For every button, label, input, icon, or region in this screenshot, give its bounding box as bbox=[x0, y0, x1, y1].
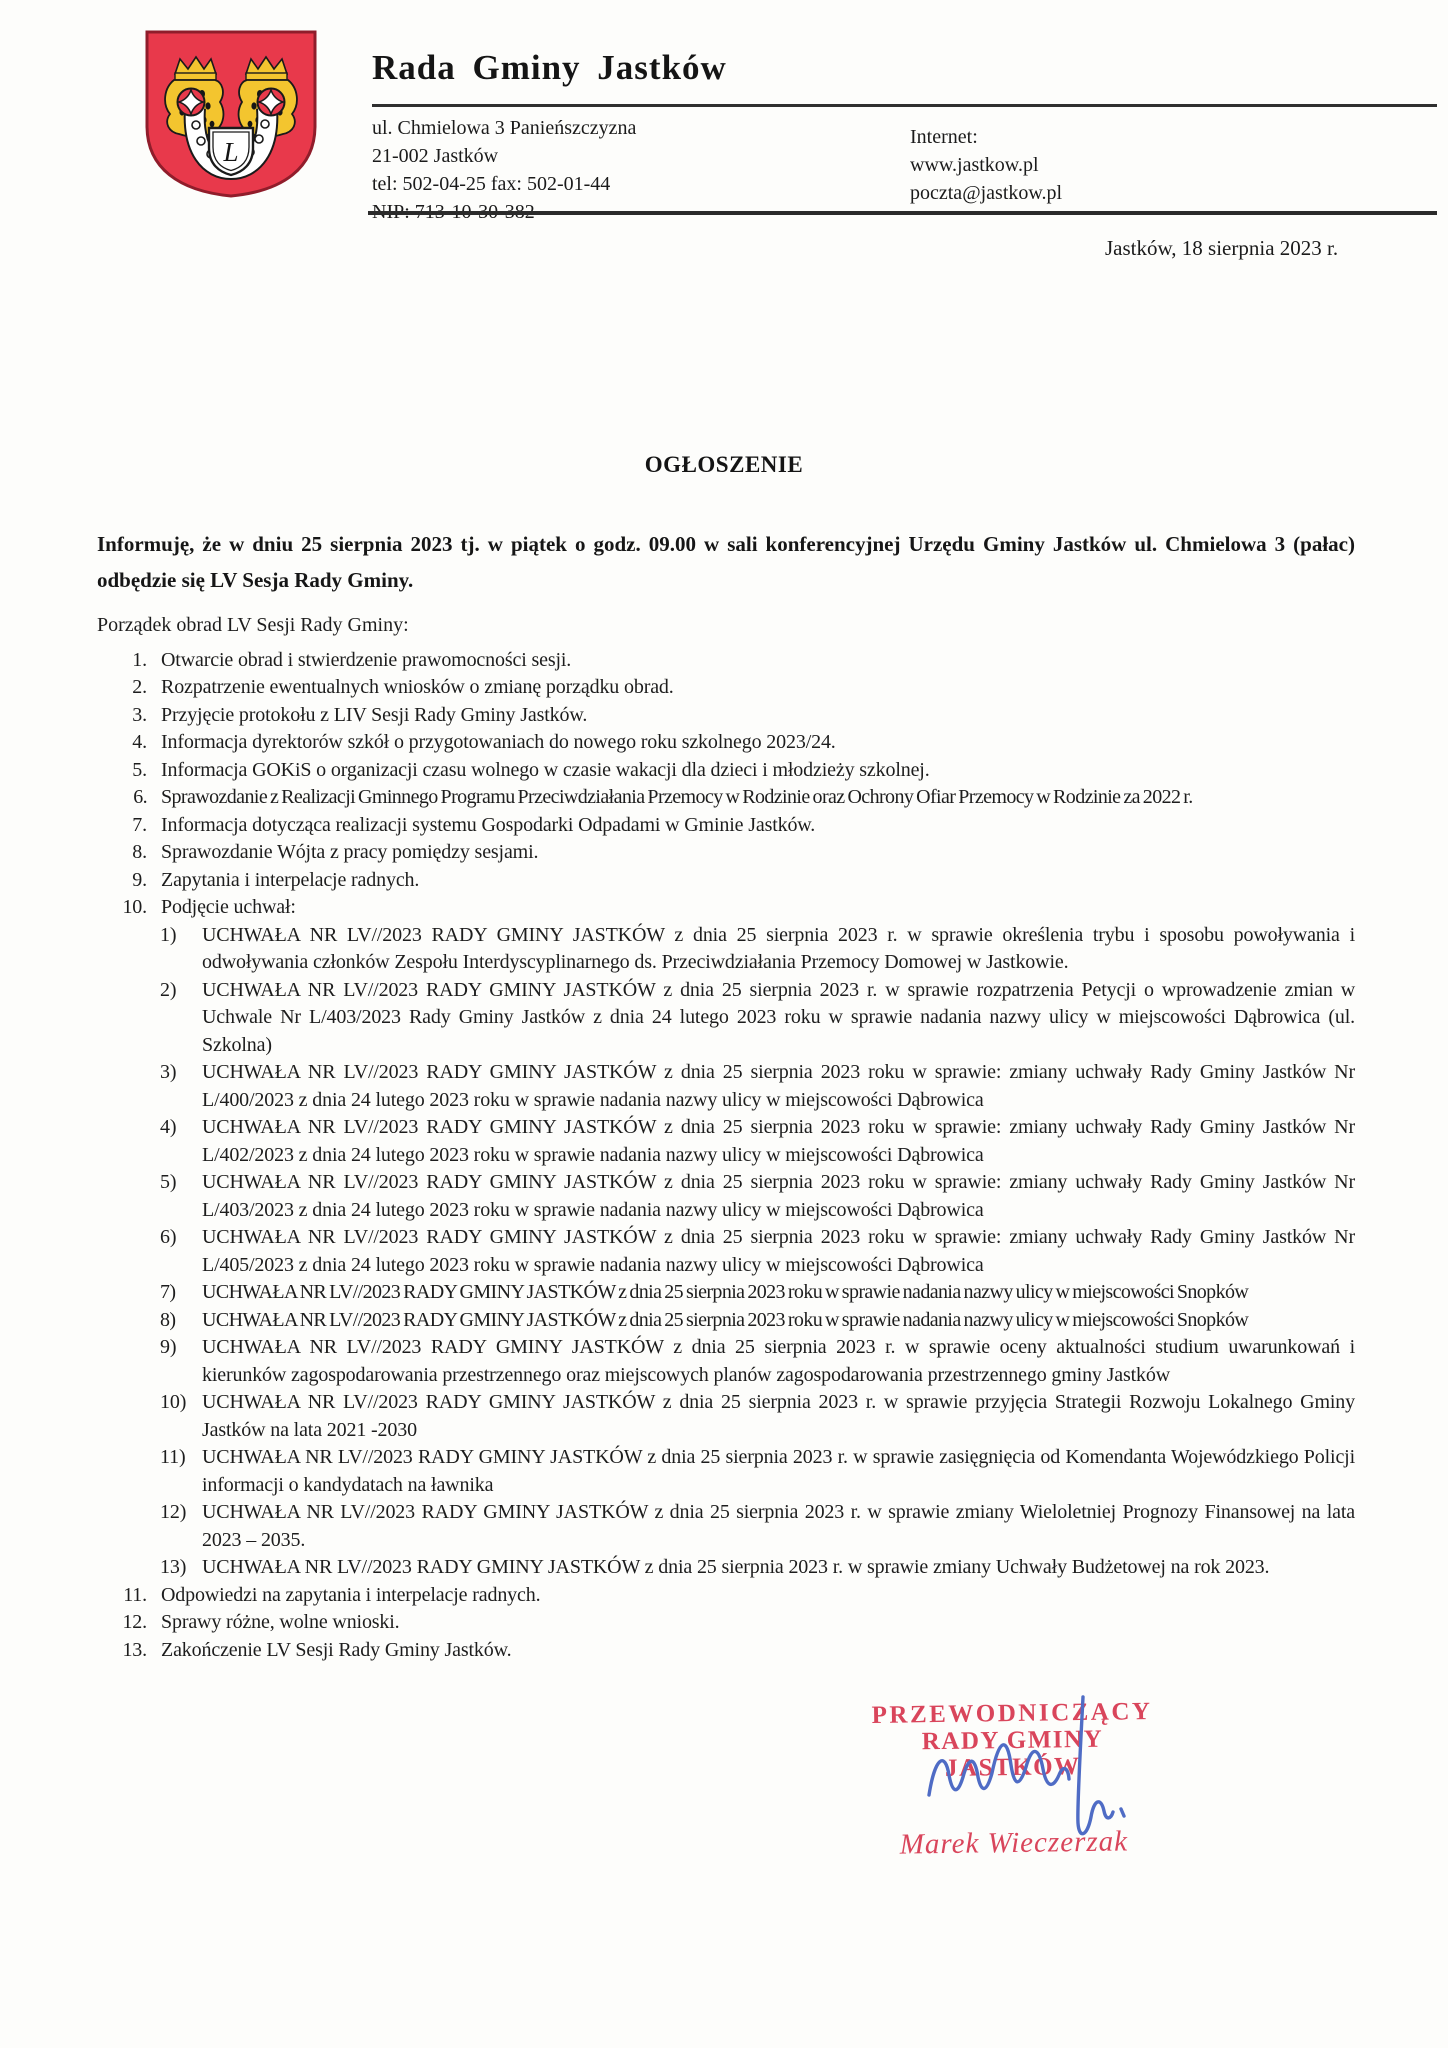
agenda bbox=[97, 612, 1355, 1664]
agenda-item-number: 9. bbox=[132, 868, 147, 891]
letterhead bbox=[372, 48, 1437, 226]
resolution-number: 7) bbox=[160, 1281, 176, 1303]
resolution-number: 12) bbox=[160, 1501, 187, 1523]
agenda-item-text: Rozpatrzenie ewentualnych wniosków o zmianę porządku obrad. bbox=[161, 676, 674, 698]
resolution-text: UCHWAŁA NR LV//2023 RADY GMINY JASTKÓW z dnia 25 sierpnia 2023 roku w sprawie nadania nazwy ulicy w miejscowości Snopków bbox=[202, 1308, 1249, 1331]
chairman-stamp bbox=[857, 1698, 1169, 1862]
agenda-item-text: Otwarcie obrad i stwierdzenie prawomocności sesji. bbox=[161, 648, 572, 671]
agenda-item-text: Informacja dotycząca realizacji systemu Gospodarki Odpadami w Gminie Jastków. bbox=[161, 813, 816, 836]
agenda-item-text: Zakończenie LV Sesji Rady Gminy Jastków. bbox=[161, 1638, 512, 1661]
agenda-item-text: Sprawy różne, wolne wnioski. bbox=[161, 1611, 400, 1633]
resolution-number: 3) bbox=[160, 1061, 177, 1083]
resolution-number: 2) bbox=[160, 978, 177, 1001]
resolution-text: UCHWAŁA NR LV//2023 RADY GMINY JASTKÓW z dnia 25 sierpnia 2023 roku w sprawie: zmiany uchwały Rady Gminy Jastków Nr L/402/2023 z dnia 24 lutego 2023 roku w sprawie nadania nazwy ulicy w miejscowości Dąbrowica bbox=[202, 1116, 1355, 1166]
agenda-item-text: Informacja GOKiS o organizacji czasu wolnego w czasie wakacji dla dzieci i młodzieży szkolnej. bbox=[161, 758, 930, 781]
resolution-text: UCHWAŁA NR LV//2023 RADY GMINY JASTKÓW z dnia 25 sierpnia 2023 r. w sprawie zmiany Uchwały Budżetowej na rok 2023. bbox=[202, 1556, 1270, 1578]
resolution-text: UCHWAŁA NR LV//2023 RADY GMINY JASTKÓW z dnia 25 sierpnia 2023 roku w sprawie nadania nazwy ulicy w miejscowości Snopków bbox=[202, 1281, 1249, 1303]
agenda-item-text: Informacja dyrektorów szkół o przygotowaniach do nowego roku szkolnego 2023/24. bbox=[161, 731, 836, 753]
agenda-item-number: 3. bbox=[132, 703, 147, 726]
agenda-item-number: 10. bbox=[122, 896, 147, 918]
agenda-item-text: Zapytania i interpelacje radnych. bbox=[161, 868, 420, 891]
resolution-text: UCHWAŁA NR LV//2023 RADY GMINY JASTKÓW z dnia 25 sierpnia 2023 roku w sprawie: zmiany uchwały Rady Gminy Jastków Nr L/403/2023 z dnia 24 lutego 2023 roku w sprawie nadania nazwy ulicy w miejscowości Dąbrowica bbox=[202, 1171, 1355, 1221]
address-line: NIP: 713-10-30-382 bbox=[372, 201, 535, 223]
internet-label: Internet: bbox=[910, 126, 978, 148]
agenda-item bbox=[97, 757, 1355, 785]
agenda-item-number: 6. bbox=[133, 786, 147, 808]
resolution-item bbox=[160, 1499, 1355, 1554]
agenda-item-number: 1. bbox=[132, 648, 147, 671]
address-block bbox=[372, 114, 910, 226]
address-line: tel: 502-04-25 fax: 502-01-44 bbox=[372, 173, 611, 195]
resolution-text: UCHWAŁA NR LV//2023 RADY GMINY JASTKÓW z dnia 25 sierpnia 2023 roku w sprawie: zmiany uchwały Rady Gminy Jastków Nr L/400/2023 z dnia 24 lutego 2023 roku w sprawie nadania nazwy ulicy w miejscowości Dąbrowica bbox=[202, 1061, 1355, 1111]
agenda-item bbox=[97, 647, 1355, 675]
notice-title: OGŁOSZENIE bbox=[644, 452, 804, 477]
agenda-item bbox=[97, 1637, 1355, 1665]
agenda-item-number: 8. bbox=[132, 841, 147, 863]
agenda-item bbox=[97, 1609, 1355, 1637]
resolution-item bbox=[160, 1279, 1355, 1307]
resolution-number: 6) bbox=[160, 1226, 177, 1248]
resolution-text: UCHWAŁA NR LV//2023 RADY GMINY JASTKÓW z dnia 25 sierpnia 2023 roku w sprawie: zmiany uchwały Rady Gminy Jastków Nr L/405/2023 z dnia 24 lutego 2023 roku w sprawie nadania nazwy ulicy w miejscowości Dąbrowica bbox=[202, 1226, 1355, 1276]
resolution-text: UCHWAŁA NR LV//2023 RADY GMINY JASTKÓW z dnia 25 sierpnia 2023 r. w sprawie zasięgnięcia od Komendanta Wojewódzkiego Policji informacji o kandydatach na ławnika bbox=[202, 1446, 1355, 1496]
website: www.jastkow.pl bbox=[910, 154, 1039, 176]
resolution-item bbox=[160, 1554, 1355, 1582]
org-name: Rada Gminy Jastków bbox=[372, 48, 727, 87]
agenda-item bbox=[97, 674, 1355, 702]
agenda-item-text: Sprawozdanie Wójta z pracy pomiędzy sesjami. bbox=[161, 841, 539, 863]
resolution-item bbox=[160, 977, 1355, 1060]
resolution-text: UCHWAŁA NR LV//2023 RADY GMINY JASTKÓW z dnia 25 sierpnia 2023 r. w sprawie rozpatrzenia Petycji o wprowadzenie zmian w Uchwale Nr L/403/2023 Rady Gminy Jastków z dnia 24 lutego 2023 roku w sprawie nadania nazwy ulicy w miejscowości Dąbrowica (ul. Szkolna) bbox=[202, 978, 1355, 1056]
address-line: 21-002 Jastków bbox=[372, 145, 499, 167]
resolution-item bbox=[160, 1224, 1355, 1279]
agenda-item-text: Podjęcie uchwał: bbox=[161, 896, 296, 918]
coat-of-arms bbox=[140, 28, 322, 200]
agenda-item-number: 11. bbox=[123, 1583, 147, 1606]
agenda-item bbox=[97, 839, 1355, 867]
resolution-item bbox=[160, 1307, 1355, 1335]
stamp-title-line: PRZEWODNICZĄCY bbox=[871, 1698, 1153, 1729]
resolution-number: 11) bbox=[160, 1446, 186, 1468]
resolution-number: 13) bbox=[160, 1556, 187, 1578]
agenda-item-number: 7. bbox=[132, 813, 147, 836]
resolution-text: UCHWAŁA NR LV//2023 RADY GMINY JASTKÓW z dnia 25 sierpnia 2023 r. w sprawie zmiany Wieloletniej Prognozy Finansowej na lata 2023 – 2035. bbox=[202, 1501, 1355, 1551]
resolution-number: 10) bbox=[160, 1391, 187, 1413]
resolution-item bbox=[160, 1334, 1355, 1389]
resolution-item bbox=[160, 1059, 1355, 1114]
agenda-item-text: Sprawozdanie z Realizacji Gminnego Programu Przeciwdziałania Przemocy w Rodzinie oraz Ochrony Ofiar Przemocy w Rodzinie za 2022 r. bbox=[161, 786, 1193, 808]
stamp-name: Marek Wieczerzak bbox=[899, 1825, 1129, 1861]
agenda-item bbox=[97, 894, 1355, 922]
center-shield bbox=[209, 128, 253, 175]
resolution-item bbox=[160, 922, 1355, 977]
agenda-item bbox=[97, 1582, 1355, 1610]
resolution-number: 4) bbox=[160, 1116, 177, 1138]
agenda-item-number: 4. bbox=[132, 731, 147, 753]
agenda-item-text: Przyjęcie protokołu z LIV Sesji Rady Gminy Jastków. bbox=[161, 703, 588, 726]
cross-left bbox=[178, 89, 205, 116]
stamp-title-line: RADY GMINY JASTKÓW bbox=[921, 1725, 1104, 1782]
address-line: ul. Chmielowa 3 Panieńszczyzna bbox=[372, 117, 637, 139]
resolution-number: 5) bbox=[160, 1171, 177, 1193]
resolution-number: 9) bbox=[160, 1336, 177, 1358]
resolution-number: 8) bbox=[160, 1308, 176, 1331]
resolution-text: UCHWAŁA NR LV//2023 RADY GMINY JASTKÓW z dnia 25 sierpnia 2023 r. w sprawie przyjęcia Strategii Rozwoju Lokalnego Gminy Jastków na lata 2021 -2030 bbox=[202, 1391, 1355, 1441]
svg-text:L: L bbox=[223, 137, 239, 167]
resolution-text: UCHWAŁA NR LV//2023 RADY GMINY JASTKÓW z dnia 25 sierpnia 2023 r. w sprawie oceny aktualności studium uwarunkowań i kierunków zagospodarowania przestrzennego oraz miejscowych planów zagospodarowania przestrzennego gminy Jastków bbox=[202, 1336, 1355, 1386]
agenda-item bbox=[97, 812, 1355, 840]
agenda-item bbox=[97, 867, 1355, 895]
agenda-item bbox=[97, 784, 1355, 812]
resolution-item bbox=[160, 1444, 1355, 1499]
email: poczta@jastkow.pl bbox=[910, 182, 1063, 204]
agenda-item-number: 12. bbox=[122, 1611, 147, 1633]
agenda-item bbox=[97, 702, 1355, 730]
letterhead-rule-bottom bbox=[368, 211, 1437, 215]
resolution-item bbox=[160, 1389, 1355, 1444]
agenda-item bbox=[97, 729, 1355, 757]
dateline: Jastków, 18 sierpnia 2023 r. bbox=[1105, 236, 1339, 260]
resolution-text: UCHWAŁA NR LV//2023 RADY GMINY JASTKÓW z dnia 25 sierpnia 2023 r. w sprawie określenia trybu i sposobu powoływania i odwoływania członków Zespołu Interdyscyplinarnego ds. Przeciwdziałania Przemocy Domowej w Jastkowie. bbox=[202, 923, 1355, 973]
resolution-number: 1) bbox=[160, 923, 177, 946]
agenda-item-number: 2. bbox=[132, 676, 147, 698]
resolution-item bbox=[160, 1114, 1355, 1169]
agenda-item-text: Odpowiedzi na zapytania i interpelacje radnych. bbox=[161, 1583, 541, 1606]
cross-right bbox=[258, 89, 285, 116]
agenda-heading: Porządek obrad LV Sesji Rady Gminy: bbox=[97, 614, 409, 636]
intro-paragraph: Informuję, że w dniu 25 sierpnia 2023 tj. w piątek o godz. 09.00 w sali konferencyjnej Urzędu Gminy Jastków ul. Chmielowa 3 (pałac) odbędzie się LV Sesja Rady Gminy. bbox=[97, 532, 1355, 592]
resolution-item bbox=[160, 1169, 1355, 1224]
agenda-item-number: 13. bbox=[122, 1638, 147, 1661]
agenda-item-number: 5. bbox=[132, 758, 147, 781]
